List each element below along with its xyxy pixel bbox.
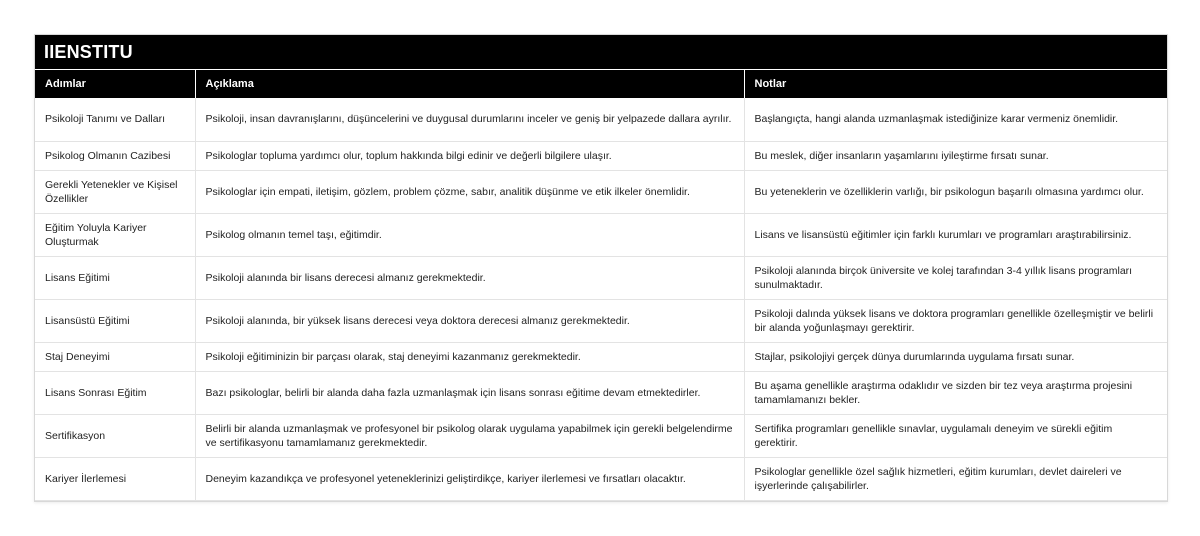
cell-step: Sertifikasyon [35, 414, 195, 457]
cell-description: Psikolog olmanın temel taşı, eğitimdir. [195, 213, 744, 256]
table-row [35, 141, 1167, 170]
cell-step: Lisans Eğitimi [35, 256, 195, 299]
cell-notes: Lisans ve lisansüstü eğitimler için farklı kurumları ve programları araştırabilirsiniz. [744, 213, 1167, 256]
cell-notes: Psikologlar genellikle özel sağlık hizmetleri, eğitim kurumları, devlet daireleri ve işyerlerinde çalışabilirler. [744, 457, 1167, 500]
table-row [35, 98, 1167, 141]
cell-step: Gerekli Yetenekler ve Kişisel Özellikler [35, 170, 195, 213]
cell-step: Psikoloji Tanımı ve Dalları [35, 98, 195, 141]
table-header [35, 70, 1167, 98]
table-row [35, 457, 1167, 500]
cell-notes: Bu meslek, diğer insanların yaşamlarını iyileştirme fırsatı sunar. [744, 141, 1167, 170]
cell-description: Bazı psikologlar, belirli bir alanda daha fazla uzmanlaşmak için lisans sonrası eğitime devam etmektedirler. [195, 371, 744, 414]
column-header-steps: Adımlar [35, 70, 195, 98]
cell-description: Psikologlar topluma yardımcı olur, toplum hakkında bilgi edinir ve değerli bilgilere ulaşır. [195, 141, 744, 170]
brand-header [35, 35, 1167, 70]
cell-step: Staj Deneyimi [35, 342, 195, 371]
cell-step: Psikolog Olmanın Cazibesi [35, 141, 195, 170]
column-header-notes: Notlar [744, 70, 1167, 98]
cell-description: Psikoloji, insan davranışlarını, düşüncelerini ve duygusal durumlarını inceler ve geniş bir yelpazede dallara ayrılır. [195, 98, 744, 141]
cell-notes: Sertifika programları genellikle sınavlar, uygulamalı deneyim ve sürekli eğitim gerektirir. [744, 414, 1167, 457]
table-row [35, 342, 1167, 371]
cell-description: Psikoloji alanında, bir yüksek lisans derecesi veya doktora derecesi almanız gerekmektedir. [195, 299, 744, 342]
table-row [35, 299, 1167, 342]
header-row [35, 70, 1167, 98]
cell-notes: Bu yeteneklerin ve özelliklerin varlığı, bir psikologun başarılı olmasına yardımcı olur. [744, 170, 1167, 213]
cell-step: Eğitim Yoluyla Kariyer Oluşturmak [35, 213, 195, 256]
cell-notes: Psikoloji alanında birçok üniversite ve kolej tarafından 3-4 yıllık lisans programları sunulmaktadır. [744, 256, 1167, 299]
cell-description: Deneyim kazandıkça ve profesyonel yeteneklerinizi geliştirdikçe, kariyer ilerlemesi ve fırsatları olacaktır. [195, 457, 744, 500]
cell-description: Psikoloji eğitiminizin bir parçası olarak, staj deneyimi kazanmanız gerekmektedir. [195, 342, 744, 371]
cell-description: Psikoloji alanında bir lisans derecesi almanız gerekmektedir. [195, 256, 744, 299]
table-row [35, 371, 1167, 414]
table-row [35, 256, 1167, 299]
cell-step: Lisansüstü Eğitimi [35, 299, 195, 342]
cell-description: Belirli bir alanda uzmanlaşmak ve profesyonel bir psikolog olarak uygulama yapabilmek için gerekli belgelendirme ve sertifikasyonu tamamlamanız gerekmektedir. [195, 414, 744, 457]
table-row [35, 170, 1167, 213]
cell-notes: Başlangıçta, hangi alanda uzmanlaşmak istediğinize karar vermeniz önemlidir. [744, 98, 1167, 141]
brand-logo-text: IIENSTITU [44, 41, 133, 62]
cell-notes: Bu aşama genellikle araştırma odaklıdır ve sizden bir tez veya araştırma projesini tamamlamanızı bekler. [744, 371, 1167, 414]
table-row [35, 213, 1167, 256]
cell-notes: Psikoloji dalında yüksek lisans ve doktora programları genellikle özelleşmiştir ve belirli bir alanda yoğunlaşmayı gerektirir. [744, 299, 1167, 342]
column-header-description: Açıklama [195, 70, 744, 98]
cell-step: Lisans Sonrası Eğitim [35, 371, 195, 414]
cell-description: Psikologlar için empati, iletişim, gözlem, problem çözme, sabır, analitik düşünme ve etik ilkeler önemlidir. [195, 170, 744, 213]
cell-step: Kariyer İlerlemesi [35, 457, 195, 500]
table-row [35, 414, 1167, 457]
steps-table [35, 70, 1167, 501]
cell-notes: Stajlar, psikolojiyi gerçek dünya durumlarında uygulama fırsatı sunar. [744, 342, 1167, 371]
table-body [35, 98, 1167, 500]
content-table-card [34, 34, 1168, 502]
